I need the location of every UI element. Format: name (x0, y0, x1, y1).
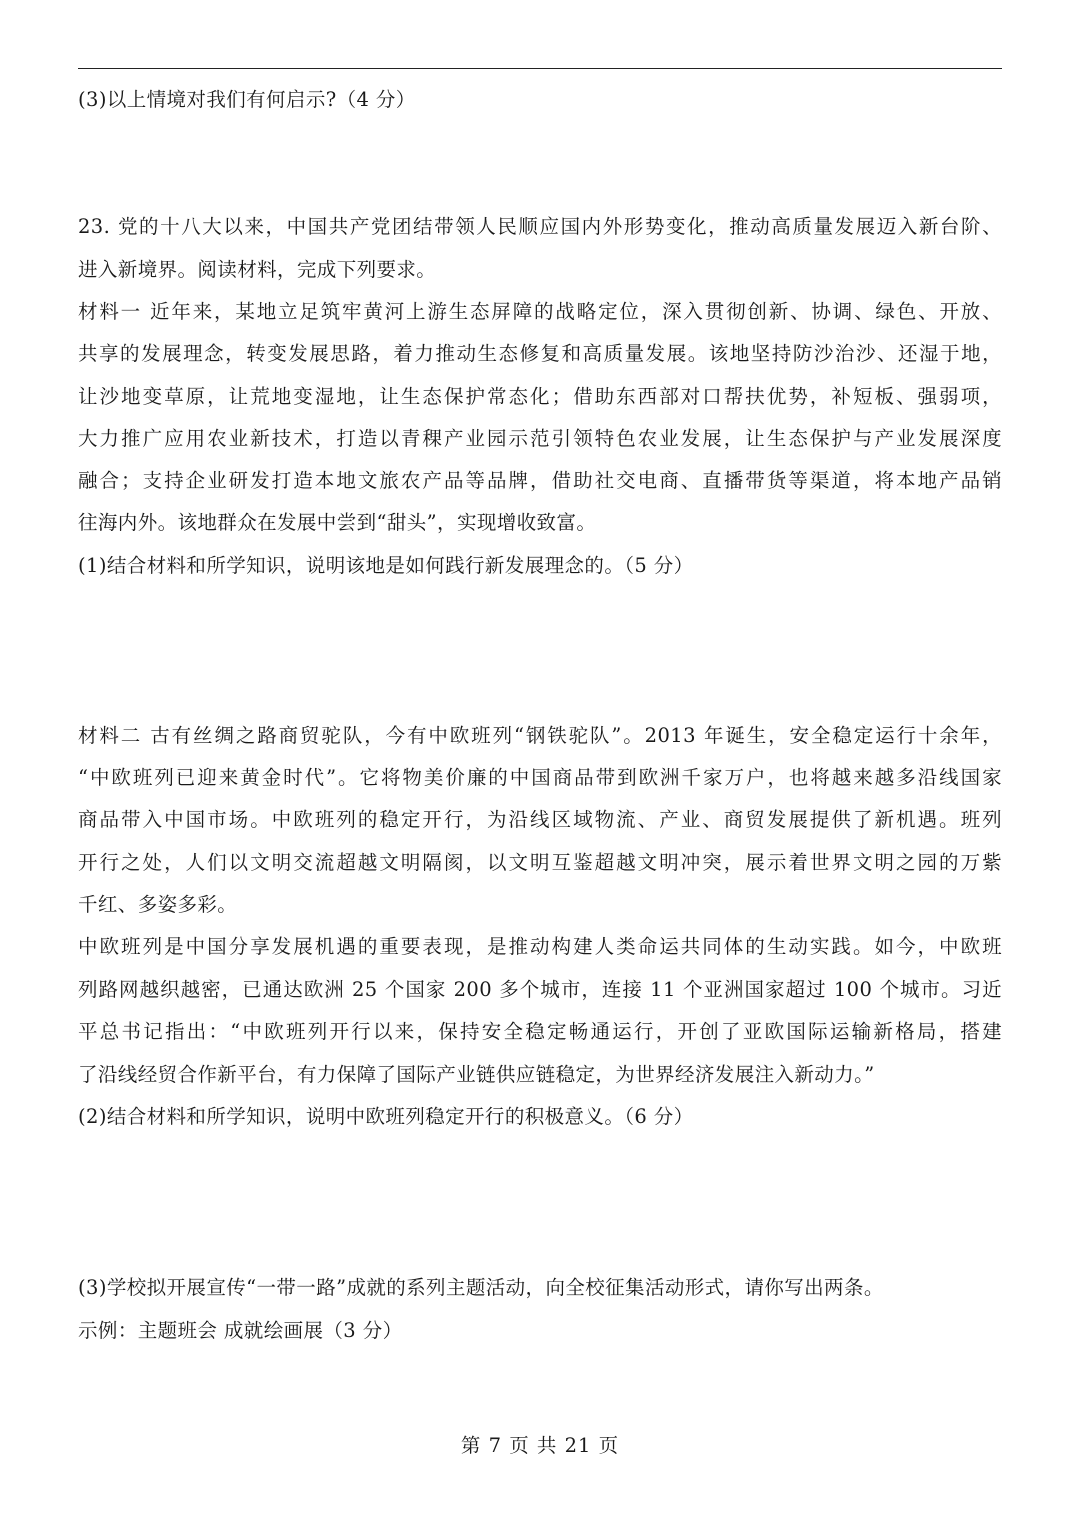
material-2b-line: 中欧班列是中国分享发展机遇的重要表现，是推动构建人类命运共同体的生动实践。如今，中欧班 (78, 935, 1002, 958)
question-23-stem-line: 23. 党的十八大以来，中国共产党团结带领人民顺应国内外形势变化，推动高质量发展迈入新台阶、 (78, 215, 1002, 238)
question-23-2: (2)结合材料和所学知识，说明中欧班列稳定开行的积极意义。（6 分） (78, 1105, 694, 1128)
material-1-line: 材料一 近年来，某地立足筑牢黄河上游生态屏障的战略定位，深入贯彻创新、协调、绿色、开放、 (78, 300, 1002, 323)
question-23-3-example: 示例：主题班会 成就绘画展（3 分） (78, 1319, 403, 1342)
material-1-line: 共享的发展理念，转变发展思路，着力推动生态修复和高质量发展。该地坚持防沙治沙、还湿于地， (78, 342, 1002, 365)
question-22-3: (3)以上情境对我们有何启示?（4 分） (78, 88, 416, 111)
material-2b-line: 了沿线经贸合作新平台，有力保障了国际产业链供应链稳定，为世界经济发展注入新动力。” (78, 1063, 875, 1086)
material-2-line: 商品带入中国市场。中欧班列的稳定开行，为沿线区域物流、产业、商贸发展提供了新机遇。班列 (78, 808, 1002, 831)
material-2b-line: 平总书记指出：“中欧班列开行以来，保持安全稳定畅通运行，开创了亚欧国际运输新格局，搭建 (78, 1020, 1002, 1043)
material-2-line: 千红、多姿多彩。 (78, 893, 238, 916)
page-number: 第 7 页 共 21 页 (460, 1434, 620, 1457)
header-rule (78, 68, 1002, 69)
material-1-line: 融合；支持企业研发打造本地文旅农产品等品牌，借助社交电商、直播带货等渠道，将本地产品销 (78, 469, 1002, 492)
material-1-line: 往海内外。该地群众在发展中尝到“甜头”，实现增收致富。 (78, 511, 597, 534)
material-2-line: 开行之处，人们以文明交流超越文明隔阂，以文明互鉴超越文明冲突，展示着世界文明之园的万紫 (78, 851, 1002, 874)
material-2b-line: 列路网越织越密，已通达欧洲 25 个国家 200 多个城市，连接 11 个亚洲国家超过 100 个城市。习近 (78, 978, 1002, 1001)
question-23-stem-line: 进入新境界。阅读材料，完成下列要求。 (78, 258, 437, 281)
material-1-line: 让沙地变草原，让荒地变湿地，让生态保护常态化；借助东西部对口帮扶优势，补短板、强弱项， (78, 385, 1002, 408)
material-1-line: 大力推广应用农业新技术，打造以青稞产业园示范引领特色农业发展，让生态保护与产业发展深度 (78, 427, 1002, 450)
question-23-1: (1)结合材料和所学知识，说明该地是如何践行新发展理念的。（5 分） (78, 554, 694, 577)
material-2-line: “中欧班列已迎来黄金时代”。它将物美价廉的中国商品带到欧洲千家万户，也将越来越多沿线国家 (78, 766, 1002, 789)
material-2-line: 材料二 古有丝绸之路商贸驼队，今有中欧班列“钢铁驼队”。2013 年诞生，安全稳定运行十余年， (78, 724, 1002, 747)
question-23-3: (3)学校拟开展宣传“一带一路”成就的系列主题活动，向全校征集活动形式，请你写出两条。 (78, 1276, 884, 1299)
